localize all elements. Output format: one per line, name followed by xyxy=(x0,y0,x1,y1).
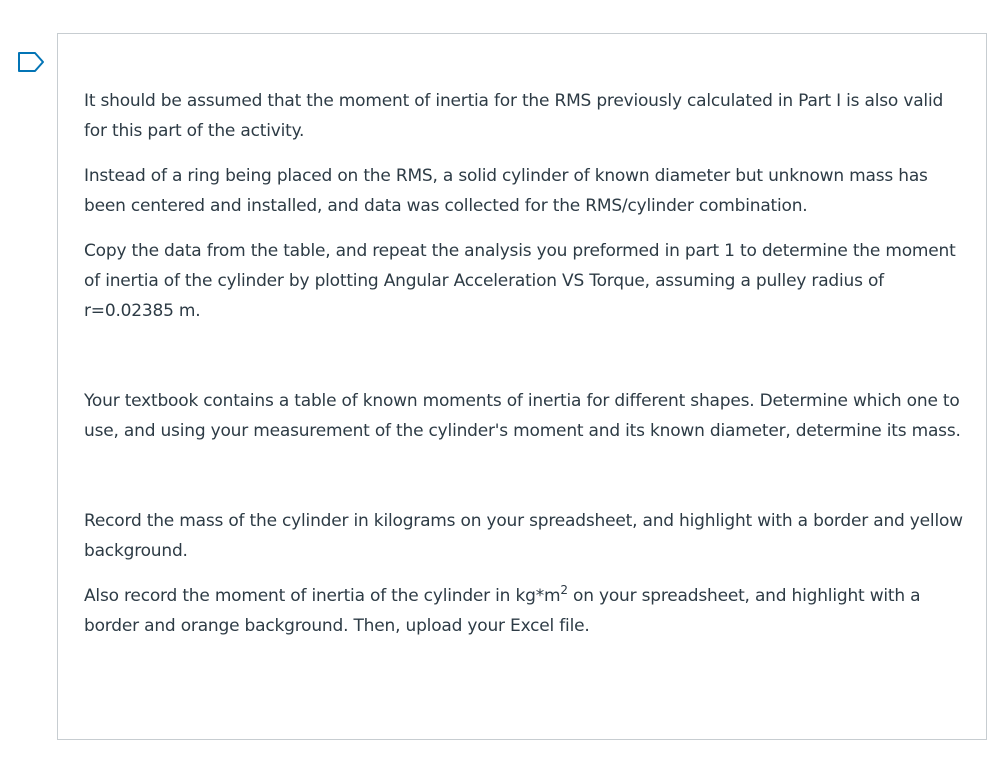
flag-question-icon[interactable] xyxy=(14,50,46,74)
paragraph-rms-assumption: It should be assumed that the moment of inertia for the RMS previously calculated in Part I is also valid for this part of the activity. xyxy=(84,91,944,141)
question-text-box xyxy=(57,33,987,740)
paragraph-record-inertia xyxy=(84,581,964,641)
paragraph-cylinder-setup: Instead of a ring being placed on the RMS, a solid cylinder of known diameter but unknown mass has been centered and installed, and data was collected for the RMS/cylinder combination. xyxy=(84,166,928,216)
paragraph-textbook-table: Your textbook contains a table of known moments of inertia for different shapes. Determine which one to use, and using your measurement of the cylinder's moment and its known diameter, determine its mass. xyxy=(84,391,961,441)
squared-superscript: 2 xyxy=(560,583,568,597)
inertia-text-end: on your spreadsheet, and highlight with a border and orange background. Then, upload your Excel file. xyxy=(84,586,921,636)
paragraph-record-mass: Record the mass of the cylinder in kilograms on your spreadsheet, and highlight with a border and yellow background. xyxy=(84,511,963,561)
question-content xyxy=(84,86,964,656)
inertia-text-start: Also record the moment of inertia of the cylinder in kg*m xyxy=(84,586,561,606)
paragraph-analysis-instructions: Copy the data from the table, and repeat the analysis you preformed in part 1 to determine the moment of inertia of the cylinder by plotting Angular Acceleration VS Torque, assuming a pulley radius of r=0.02385 m. xyxy=(84,241,956,321)
